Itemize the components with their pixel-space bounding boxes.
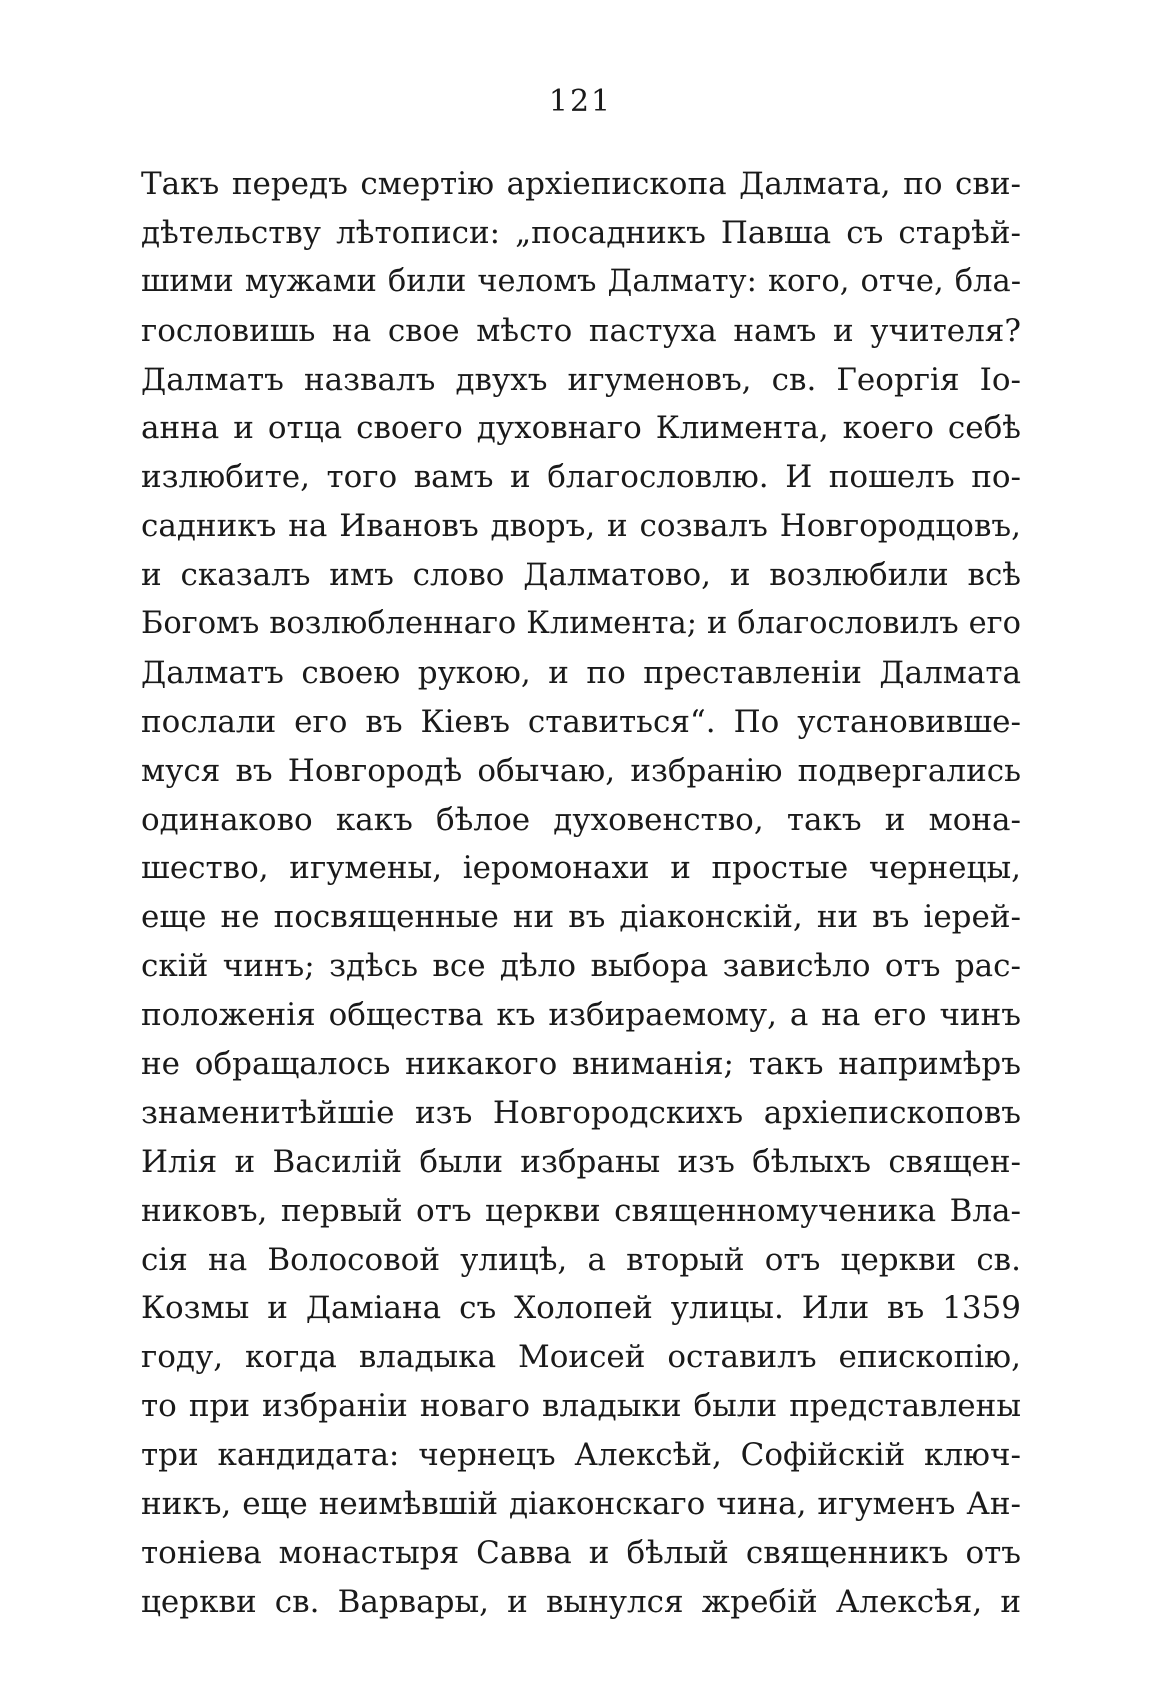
text-line: скій чинъ; здѣсь все дѣло выбора зависѣло отъ рас-: [141, 948, 1021, 985]
text-line: гословишь на свое мѣсто пастуха намъ и учителя?: [141, 312, 1021, 349]
text-line: Илія и Василій были избраны изъ бѣлыхъ священ-: [141, 1143, 1021, 1180]
text-line: положенія общества къ избираемому, а на его чинъ: [141, 997, 1021, 1034]
text-line: одинаково какъ бѣлое духовенство, такъ и мона-: [141, 801, 1021, 838]
text-line: три кандидата: чернецъ Алексѣй, Софійскій ключ-: [141, 1437, 1021, 1474]
text-line: году, когда владыка Моисей оставилъ епископію,: [141, 1339, 1021, 1376]
text-line: Далматъ назвалъ двухъ игуменовъ, св. Георгія Іо-: [141, 361, 1021, 398]
text-line: знаменитѣйшіе изъ Новгородскихъ архіепископовъ: [141, 1094, 1021, 1131]
text-line: шество, игумены, іеромонахи и простые чернецы,: [141, 850, 1021, 887]
text-line: никъ, еще неимѣвшій діаконскаго чина, игуменъ Ан-: [141, 1486, 1021, 1523]
text-line: шими мужами били челомъ Далмату: кого, отче, бла-: [141, 263, 1021, 299]
text-line: Такъ передъ смертію архіепископа Далмата, по сви-: [141, 166, 1021, 202]
text-line: анна и отца своего духовнаго Климента, коего себѣ: [141, 410, 1021, 447]
text-line: Богомъ возлюбленнаго Климента; и благословилъ его: [141, 606, 1021, 642]
text-line: и сказалъ имъ слово Далматово, и возлюбили всѣ: [141, 557, 1021, 594]
text-line: Далматъ своею рукою, и по преставленіи Далмата: [141, 654, 1021, 691]
text-line: дѣтельству лѣтописи: „посадникъ Павша съ старѣй-: [141, 214, 1021, 251]
body-text: [141, 160, 1021, 1627]
text-line: излюбите, того вамъ и благословлю. И пошелъ по-: [141, 459, 1021, 496]
text-line: тоніева монастыря Савва и бѣлый священникъ отъ: [141, 1534, 1021, 1571]
text-line: церкви св. Варвары, и вынулся жребій Алексѣя, и: [141, 1583, 1021, 1620]
page-number: 121: [548, 84, 613, 119]
text-line: муся въ Новгородѣ обычаю, избранію подвергались: [141, 752, 1021, 789]
text-line: садникъ на Ивановъ дворъ, и созвалъ Новгородцовъ,: [141, 508, 1021, 545]
text-line: послали его въ Кіевъ ставиться“. По установивше-: [141, 703, 1021, 740]
text-line: сія на Волосовой улицѣ, а вторый отъ церкви св.: [141, 1241, 1021, 1278]
text-line: Козмы и Даміана съ Холопей улицы. Или въ 1359: [141, 1290, 1021, 1327]
text-line: не обращалось никакого вниманія; такъ напримѣръ: [141, 1046, 1021, 1083]
text-line: никовъ, первый отъ церкви священномученика Вла-: [141, 1192, 1021, 1229]
text-line: то при избраніи новаго владыки были представлены: [141, 1388, 1021, 1425]
text-line: еще не посвященные ни въ діаконскій, ни въ іерей-: [141, 899, 1021, 936]
